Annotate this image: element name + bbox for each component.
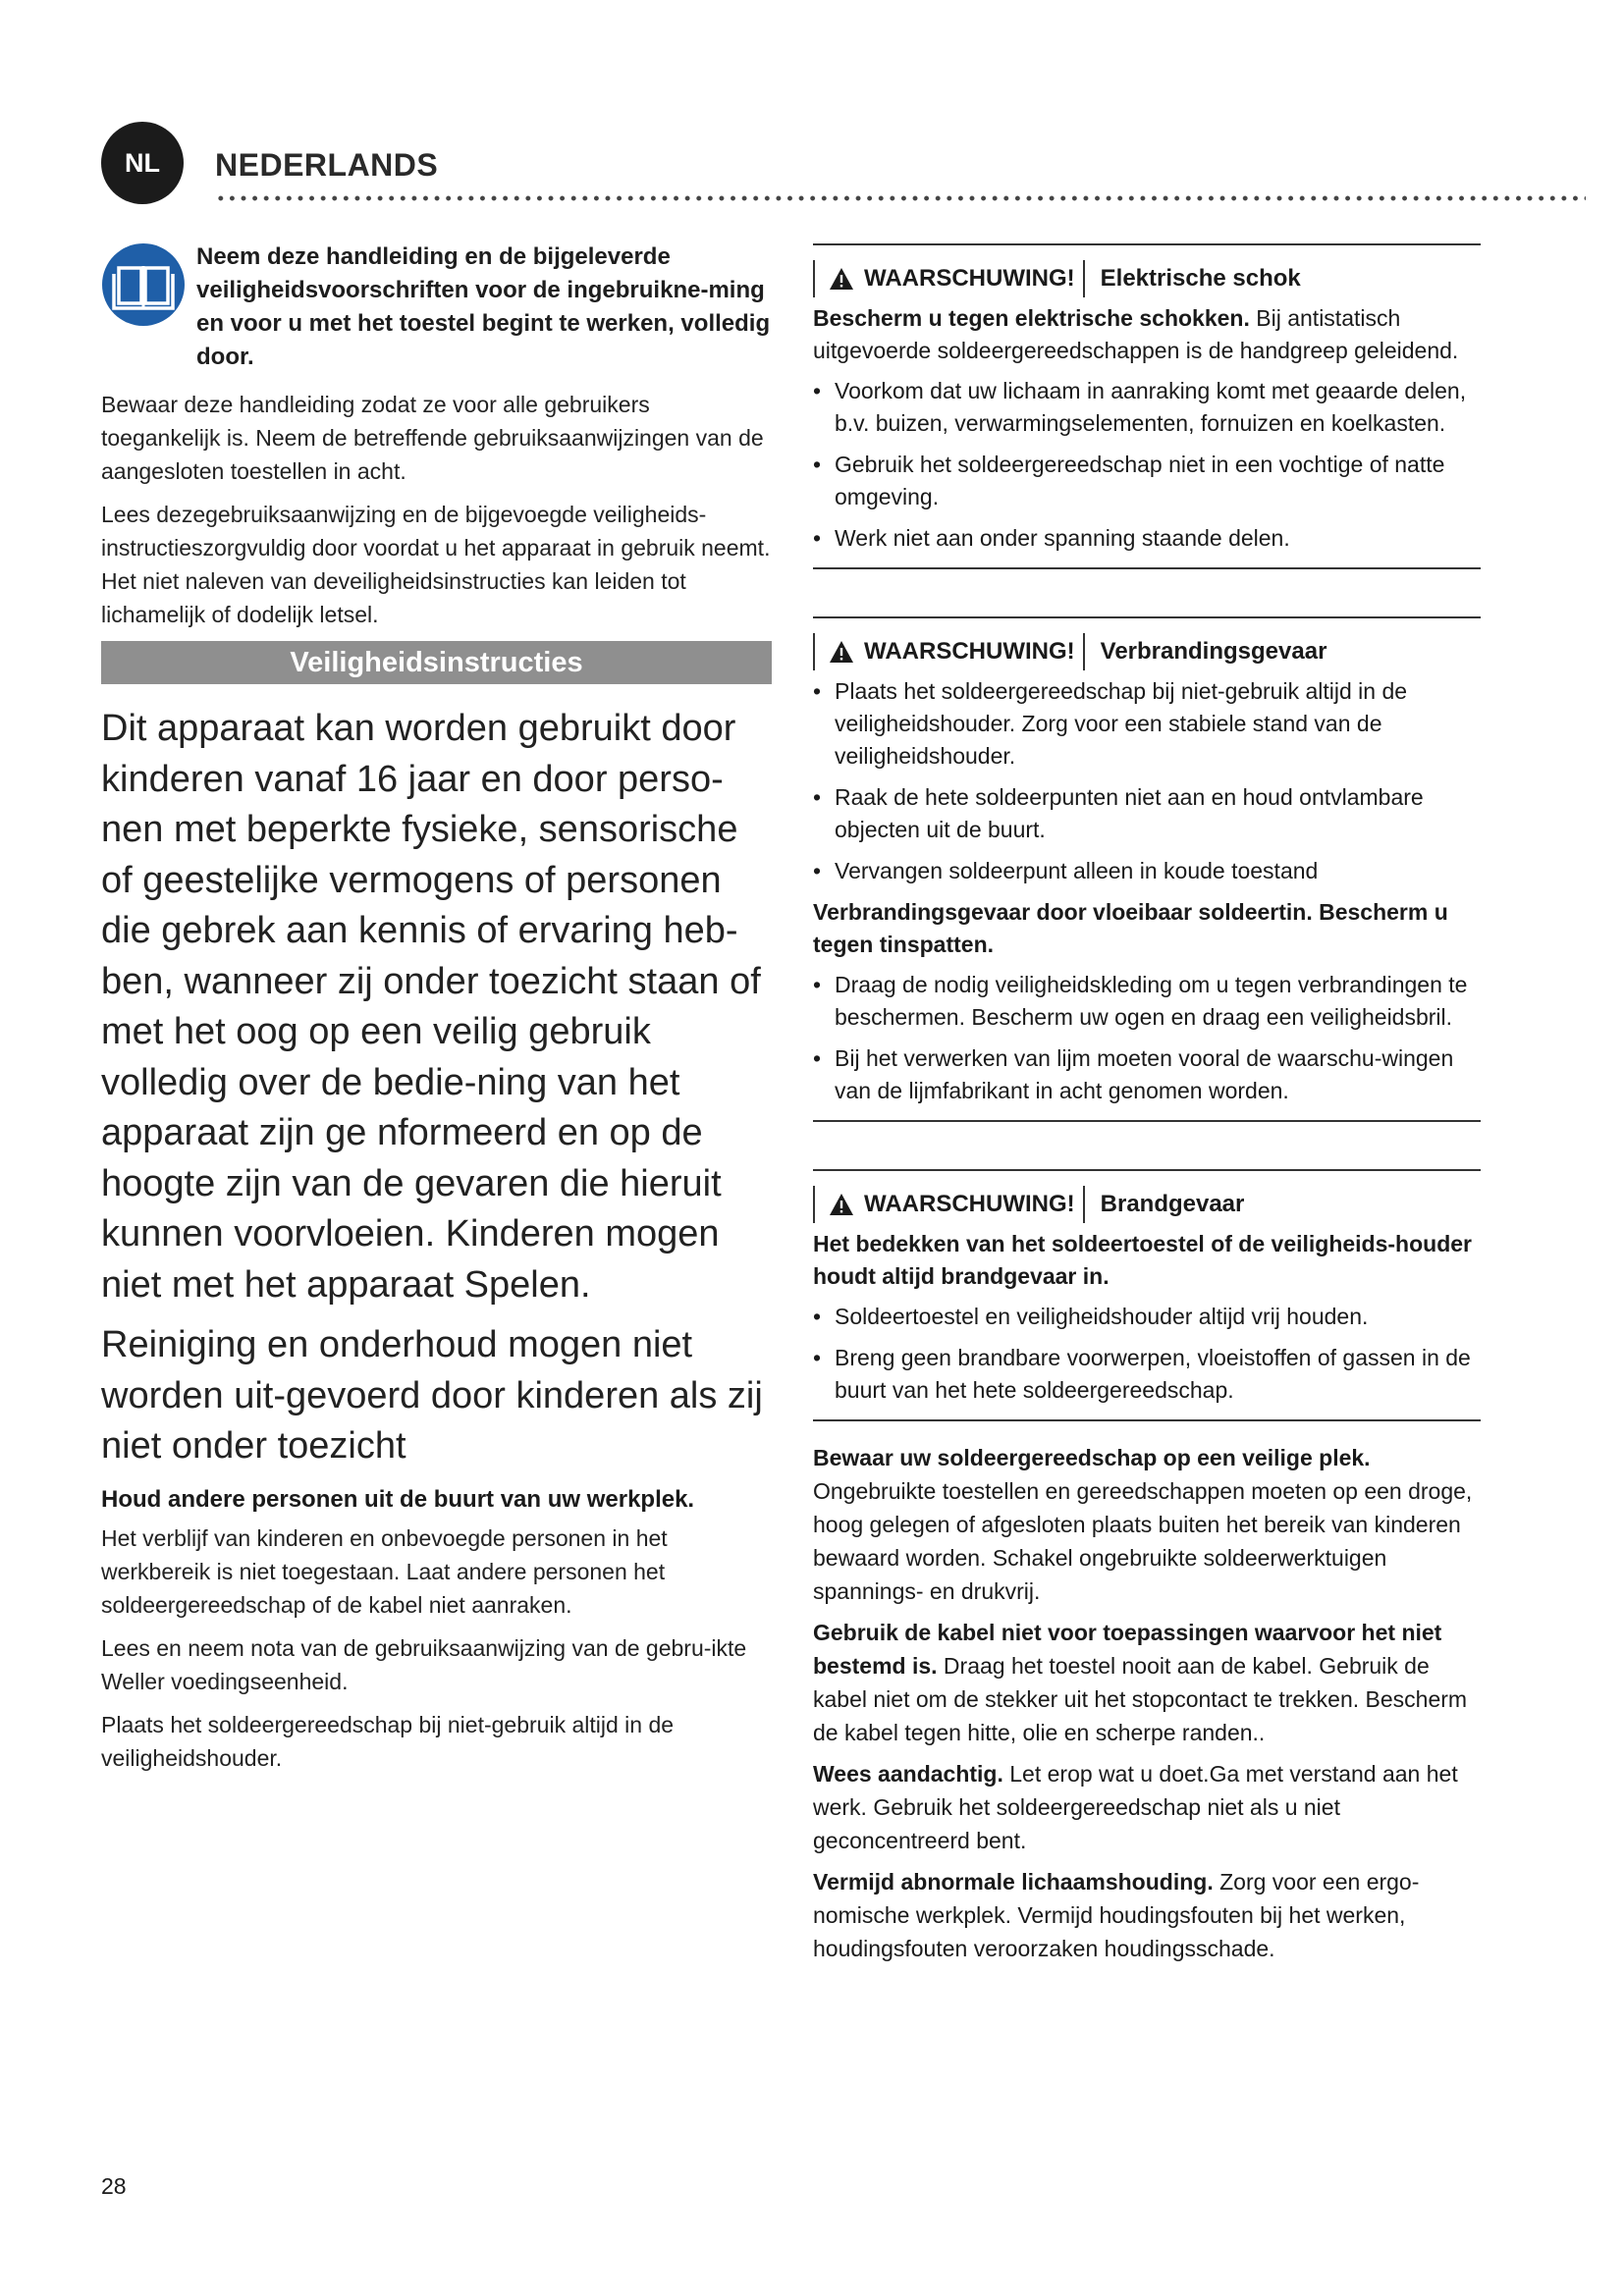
list-item: • Voorkom dat uw lichaam in aanraking komt met geaarde delen, b.v. buizen, verwarmingselementen, fornuizen en koelkasten.: [813, 375, 1481, 440]
warning-bullet-list-2: [813, 969, 1481, 1107]
workplace-paragraph: Het verblijf van kinderen en onbevoegde personen in het werkbereik is niet toegestaan. Laat andere personen het soldeergereedschap of de kabel niet aanraken.: [101, 1524, 668, 1618]
warning-header: [813, 259, 1481, 298]
warning-title: Brandgevaar: [1100, 1191, 1245, 1217]
intro-paragraph-1: Bewaar deze handleiding zodat ze voor alle gebruikers toegankelijk is. Neem de betreffende gebruiksaanwijzingen van de aangesloten toestellen in acht.: [101, 392, 764, 484]
warning-intro: [813, 302, 1481, 367]
intro-bold-text: Neem deze handleiding en de bijgeleverde veiligheidsvoorschriften voor de ingebruikne-ming en voor u met het toestel begint te werken, volledig door.: [196, 243, 771, 370]
list-item: • Raak de hete soldeerpunten niet aan en houd ontvlambare objecten uit de buurt.: [813, 781, 1481, 846]
power-unit-paragraph: Lees en neem nota van de gebruiksaanwijzing van de gebru-ikte Weller voedingseenheid.: [101, 1634, 747, 1694]
warning-label-text: WAARSCHUWING!: [864, 638, 1075, 665]
left-column: [101, 240, 772, 1785]
warning-label: [813, 1186, 1085, 1223]
language-badge: NL: [101, 122, 184, 204]
warning-intro-bold: Bescherm u tegen elektrische schokken.: [813, 305, 1250, 331]
posture-text: Zorg voor een ergo-nomische werkplek. Vermijd houdingsfouten bij het werken, houdingsfouten veroorzaken houdingsschade.: [813, 1869, 1420, 1961]
list-item: • Draag de nodig veiligheidskleding om u tegen verbrandingen te beschermen. Bescherm uw ogen en draag een veiligheidsbril.: [813, 969, 1481, 1034]
page-header: [101, 122, 1488, 210]
warning-label: [813, 633, 1085, 670]
list-item: • Vervangen soldeerpunt alleen in koude toestand: [813, 855, 1481, 887]
warning-burn-hazard: [813, 616, 1481, 1122]
manual-book-icon: [101, 242, 186, 327]
warning-bullet-list: [813, 375, 1481, 555]
warning-intro: [813, 1228, 1481, 1293]
posture-paragraph: [813, 1865, 1481, 1965]
attention-text: Let erop wat u doet.Ga met verstand aan het werk. Gebruik het soldeergereedschap niet als u niet geconcentreerd bent.: [813, 1761, 1458, 1853]
workplace-subheading: Houd andere personen uit de buurt van uw werkplek.: [101, 1485, 695, 1513]
warning-header: [813, 632, 1481, 671]
right-column: [813, 243, 1481, 1973]
storage-bold: Bewaar uw soldeergereedschap op een veilige plek.: [813, 1445, 1371, 1470]
warning-electric-shock: [813, 243, 1481, 569]
cable-paragraph: [813, 1616, 1481, 1749]
page-number: 28: [101, 2173, 127, 2199]
warning-triangle-icon: [829, 267, 854, 291]
list-item: • Breng geen brandbare voorwerpen, vloeistoffen of gassen in de buurt van het hete soldeergereedschap.: [813, 1342, 1481, 1407]
warning-label: [813, 260, 1085, 297]
intro-paragraph-2: Lees dezegebruiksaanwijzing en de bijgevoegde veiligheids-instructieszorgvuldig door voordat u het apparaat in gebruik neemt. Het niet naleven van deveiligheidsinstructies kan leiden tot lichamelijk of dodelijk letsel.: [101, 502, 771, 627]
warning-intro-rest: Bij antistatisch uitgevoerde soldeergereedschappen is de handgreep geleidend.: [813, 305, 1459, 363]
posture-bold: Vermijd abnormale lichaamshouding.: [813, 1869, 1214, 1895]
holder-paragraph: Plaats het soldeergereedschap bij niet-gebruik altijd in de veiligheidshouder.: [101, 1711, 675, 1771]
list-item: • Soldeertoestel en veiligheidshouder altijd vrij houden.: [813, 1301, 1481, 1333]
warning-title: Verbrandingsgevaar: [1100, 638, 1327, 665]
list-item: • Werk niet aan onder spanning staande delen.: [813, 522, 1481, 555]
warning-label-text: WAARSCHUWING!: [864, 265, 1075, 292]
warning-triangle-icon: [829, 1193, 854, 1216]
warning-intro-bold: Het bedekken van het soldeertoestel of de veiligheids-houder houdt altijd brandgevaar in.: [813, 1231, 1472, 1289]
storage-paragraph: [813, 1441, 1481, 1608]
warning-mid-bold: [813, 896, 1481, 961]
warning-mid-bold-text: Verbrandingsgevaar door vloeibaar soldeertin. Bescherm u tegen tinspatten.: [813, 899, 1448, 957]
warning-bullet-list: [813, 675, 1481, 887]
warning-header: [813, 1185, 1481, 1224]
storage-text: Ongebruikte toestellen en gereedschappen moeten op een droge, hoog gelegen of afgesloten plaats buiten het bereik van kinderen bewaard worden. Schakel ongebruikte soldeerwerktuigen spannings- en drukvrij.: [813, 1478, 1473, 1604]
attention-paragraph: [813, 1757, 1481, 1857]
warning-label-text: WAARSCHUWING!: [864, 1191, 1075, 1217]
cable-bold: Gebruik de kabel niet voor toepassingen waarvoor het niet bestemd is.: [813, 1620, 1442, 1679]
list-item: • Gebruik het soldeergereedschap niet in een vochtige of natte omgeving.: [813, 449, 1481, 513]
list-item: • Plaats het soldeergereedschap bij niet-gebruik altijd in de veiligheidshouder. Zorg voor een stabiele stand van de veiligheidshouder.: [813, 675, 1481, 773]
safety-paragraphs: [813, 1441, 1481, 1965]
children-notice-paragraph: Dit apparaat kan worden gebruikt door kinderen vanaf 16 jaar en door perso-nen met beperkte fysieke, sensorische of geestelijke vermogens of personen die gebrek aan kennis of ervaring heb-ben, wanneer zij onder toezicht staan of met het oog op een veilig gebruik volledig over de bedie-ning van het apparaat zijn ge nformeerd en op de hoogte zijn van de gevaren die hieruit kunnen voorvloeien. Kinderen mogen niet met het apparaat Spelen.: [101, 708, 761, 1306]
cable-text: Draag het toestel nooit aan de kabel. Gebruik de kabel niet om de stekker uit het stopcontact te trekken. Bescherm de kabel tegen hitte, olie en scherpe randen..: [813, 1653, 1468, 1745]
warning-triangle-icon: [829, 640, 854, 664]
intro-block: [101, 240, 772, 378]
attention-bold: Wees aandachtig.: [813, 1761, 1003, 1787]
list-item: • Bij het verwerken van lijm moeten vooral de waarschu-wingen van de lijmfabrikant in acht genomen worden.: [813, 1042, 1481, 1107]
warning-title: Elektrische schok: [1100, 265, 1301, 292]
language-title: NEDERLANDS: [215, 147, 439, 183]
dotted-divider: [215, 194, 1586, 202]
section-title-bar: Veiligheidsinstructies: [101, 641, 772, 684]
warning-fire-hazard: [813, 1169, 1481, 1421]
warning-bullet-list: [813, 1301, 1481, 1407]
cleaning-notice-paragraph: Reiniging en onderhoud mogen niet worden uit-gevoerd door kinderen als zij niet onder toezicht: [101, 1324, 763, 1467]
